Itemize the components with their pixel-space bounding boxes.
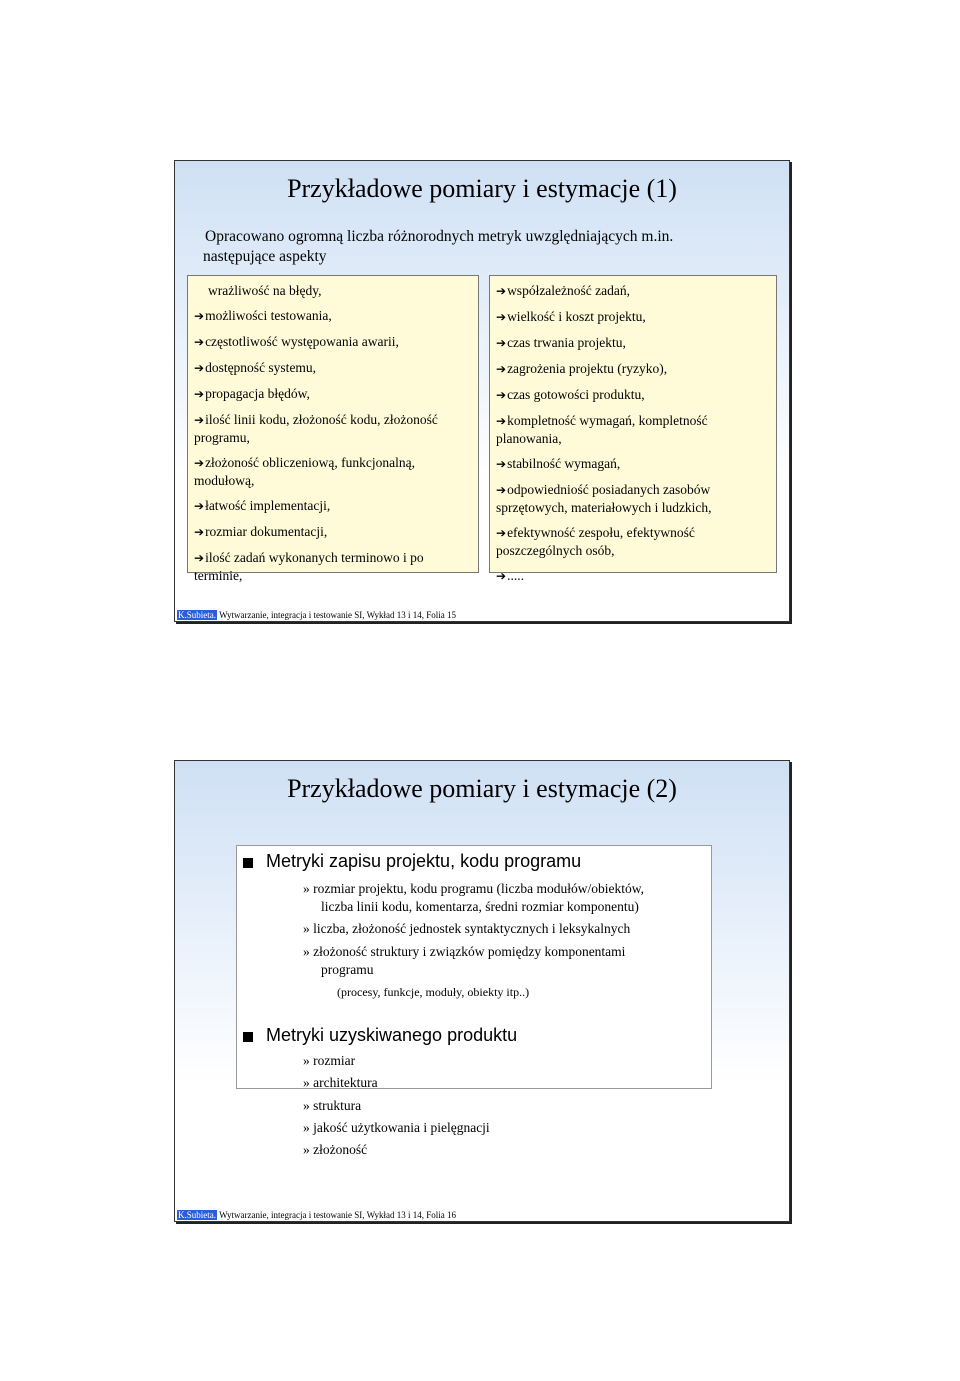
arrow-right-icon: ➔ bbox=[194, 525, 205, 539]
slide-title: Przykładowe pomiary i estymacje (2) bbox=[287, 774, 677, 803]
sub-item: » złożoność struktury i związków pomiędzy komponentami bbox=[303, 944, 626, 959]
aspects-box-right bbox=[489, 275, 777, 583]
list-item bbox=[194, 385, 472, 403]
footer-author: K.Subieta. bbox=[178, 610, 216, 620]
arrow-right-icon: ➔ bbox=[194, 551, 205, 565]
list-item-text: wielkość i koszt projektu, bbox=[507, 309, 646, 324]
list-item-text: kompletność wymagań, kompletność planowania, bbox=[496, 413, 708, 446]
list-item bbox=[194, 411, 472, 446]
arrow-right-icon: ➔ bbox=[496, 457, 507, 471]
arrow-right-icon: ➔ bbox=[496, 284, 507, 298]
slide-title: Przykładowe pomiary i estymacje (1) bbox=[287, 174, 677, 203]
list-item-text: stabilność wymagań, bbox=[507, 456, 621, 471]
list-item bbox=[496, 481, 770, 516]
arrow-right-icon: ➔ bbox=[496, 336, 507, 350]
arrow-right-icon: ➔ bbox=[496, 483, 507, 497]
slide-15 bbox=[174, 160, 790, 622]
sub-item: » złożoność bbox=[303, 1142, 368, 1157]
arrow-right-icon: ➔ bbox=[496, 569, 507, 583]
sub-item: » rozmiar projektu, kodu programu (liczba modułów/obiektów, bbox=[303, 881, 645, 896]
list-item-text: propagacja błędów, bbox=[205, 386, 310, 401]
list-item-text: rozmiar dokumentacji, bbox=[205, 524, 328, 539]
sub-item: » struktura bbox=[303, 1098, 362, 1113]
slide-footer bbox=[177, 1210, 456, 1220]
list-item bbox=[194, 497, 472, 515]
list-item bbox=[194, 359, 472, 377]
sub-item: programu bbox=[321, 962, 374, 977]
list-item bbox=[496, 567, 770, 585]
arrow-right-icon: ➔ bbox=[194, 361, 205, 375]
list-item bbox=[496, 386, 770, 404]
arrow-right-icon: ➔ bbox=[194, 387, 205, 401]
arrow-right-icon: ➔ bbox=[194, 499, 205, 513]
list-item bbox=[496, 334, 770, 352]
list-item-text: wrażliwość na błędy, bbox=[208, 283, 322, 298]
arrow-right-icon: ➔ bbox=[496, 526, 507, 540]
list-item bbox=[496, 412, 770, 447]
sub-item: » rozmiar bbox=[303, 1053, 356, 1068]
arrow-right-icon: ➔ bbox=[496, 310, 507, 324]
list-item-text: współzależność zadań, bbox=[507, 283, 631, 298]
square-bullet-icon bbox=[243, 1032, 253, 1042]
slide-footer bbox=[177, 610, 456, 620]
arrow-right-icon: ➔ bbox=[496, 414, 507, 428]
arrow-right-icon: ➔ bbox=[496, 388, 507, 402]
intro-line-2: następujące aspekty bbox=[203, 248, 327, 265]
list-item bbox=[194, 454, 472, 489]
list-item bbox=[496, 455, 770, 473]
list-item-text: ilość zadań wykonanych terminowo i po terminie, bbox=[194, 550, 424, 583]
section-heading: Metryki zapisu projektu, kodu programu bbox=[266, 851, 582, 871]
arrow-right-icon: ➔ bbox=[194, 456, 205, 470]
arrow-right-icon: ➔ bbox=[194, 309, 205, 323]
list-item-text: częstotliwość występowania awarii, bbox=[205, 334, 399, 349]
aspects-box-left bbox=[187, 275, 479, 583]
slide-intro bbox=[205, 227, 790, 267]
list-item bbox=[496, 524, 770, 559]
intro-line-1: Opracowano ogromną liczba różnorodnych metryk uwzględniających m.in. bbox=[205, 228, 674, 245]
arrow-right-icon: ➔ bbox=[194, 413, 205, 427]
list-item bbox=[496, 308, 770, 326]
list-item bbox=[496, 360, 770, 378]
footer-text: Wytwarzanie, integracja i testowanie SI, Wykład 13 i 14, Folia 16 bbox=[217, 1210, 457, 1220]
footer-author: K.Subieta. bbox=[178, 1210, 216, 1220]
list-item bbox=[194, 282, 472, 299]
sub-item: » architektura bbox=[303, 1075, 378, 1090]
list-item-text: złożoność obliczeniową, funkcjonalną, modułową, bbox=[194, 455, 415, 488]
list-item-text: możliwości testowania, bbox=[205, 308, 332, 323]
list-item-text: łatwość implementacji, bbox=[205, 498, 331, 513]
arrow-right-icon: ➔ bbox=[194, 335, 205, 349]
list-item bbox=[194, 333, 472, 351]
list-item-text: zagrożenia projektu (ryzyko), bbox=[507, 361, 668, 376]
list-item bbox=[194, 549, 472, 584]
sub-item: » jakość użytkowania i pielęgnacji bbox=[303, 1120, 490, 1135]
section-heading: Metryki uzyskiwanego produktu bbox=[266, 1025, 518, 1045]
list-item-text: czas trwania projektu, bbox=[507, 335, 626, 350]
list-item-text: czas gotowości produktu, bbox=[507, 387, 645, 402]
list-item-text: efektywność zespołu, efektywność poszczególnych osób, bbox=[496, 525, 695, 558]
list-item bbox=[194, 307, 472, 325]
slide-16 bbox=[174, 760, 790, 1222]
sub-item: » liczba, złożoność jednostek syntaktycznych i leksykalnych bbox=[303, 921, 631, 936]
list-item-text: dostępność systemu, bbox=[205, 360, 317, 375]
square-bullet-icon bbox=[243, 858, 253, 868]
arrow-right-icon: ➔ bbox=[496, 362, 507, 376]
sub-item: (procesy, funkcje, moduły, obiekty itp..) bbox=[337, 985, 530, 999]
list-item-text: ilość linii kodu, złożoność kodu, złożoność programu, bbox=[194, 412, 438, 445]
footer-text: Wytwarzanie, integracja i testowanie SI, Wykład 13 i 14, Folia 15 bbox=[217, 610, 457, 620]
list-item bbox=[194, 523, 472, 541]
list-item-text: odpowiedniość posiadanych zasobów sprzętowych, materiałowych i ludzkich, bbox=[496, 482, 712, 515]
sub-item: liczba linii kodu, komentarza, średni rozmiar komponentu) bbox=[321, 899, 639, 914]
list-item bbox=[496, 282, 770, 300]
list-item-text: ..... bbox=[507, 568, 524, 583]
